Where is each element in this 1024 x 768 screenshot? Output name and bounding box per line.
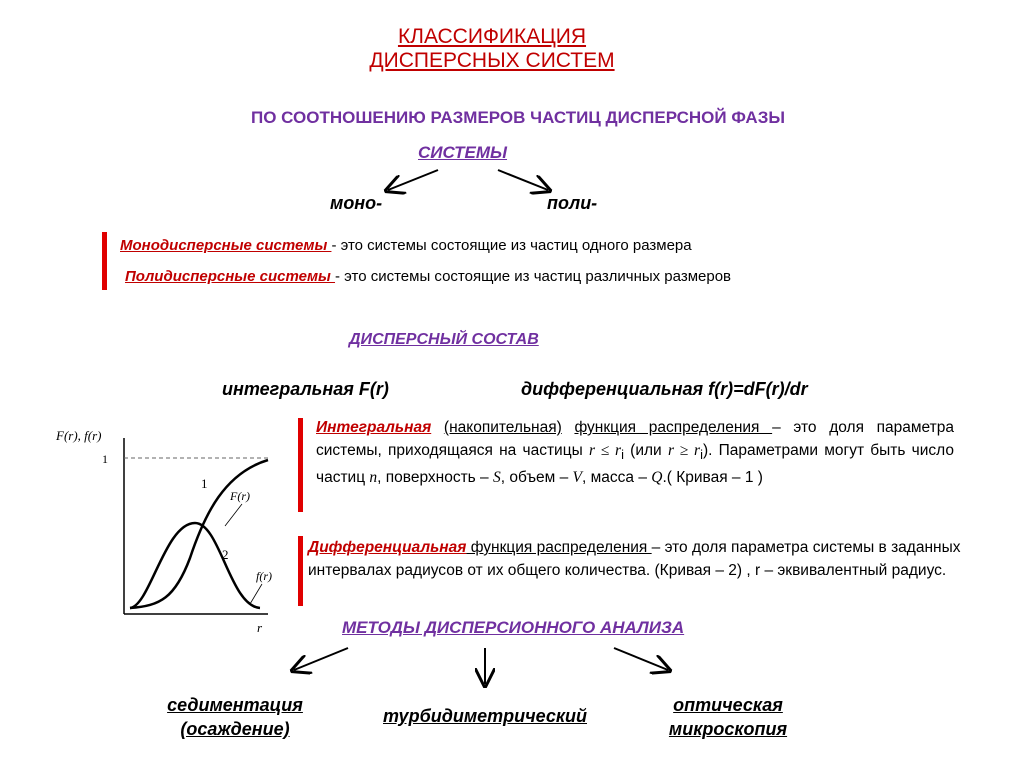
poly-definition (125, 268, 731, 285)
arrow-sedimentation (294, 648, 348, 670)
differential-definition (308, 536, 978, 582)
integral-term: Интегральная (316, 419, 432, 436)
mono-term: Монодисперсные системы (120, 237, 332, 254)
mono-definition (120, 237, 692, 254)
title-line-1: КЛАССИФИКАЦИЯ (397, 25, 587, 48)
poly-label: поли- (547, 193, 598, 213)
mono-label: моно- (330, 193, 383, 213)
method-microscopy: оптическая микроскопия (668, 695, 788, 739)
definitions-bar (102, 232, 107, 290)
integral-func: функция распределения (574, 419, 773, 436)
graph-y-label: F(r), f(r) (56, 428, 102, 443)
graph-x-label: r (257, 620, 263, 635)
differential-text: – это доля параметра системы в заданных интервалах радиусов от их общего количества. (Кривая – 2) , r – эквивалентный радиус. (308, 539, 961, 579)
poly-text: - это системы состоящие из частиц различных размеров (335, 268, 731, 285)
curve-2-number: 2 (222, 547, 229, 562)
methods-arrows (280, 640, 700, 695)
methods-heading: МЕТОДЫ ДИСПЕРСИОННОГО АНАЛИЗА (342, 618, 685, 637)
curve-1-pointer (225, 504, 242, 526)
method-sedimentation: седиментация (осаждение) (167, 695, 303, 739)
section-size-heading: ПО СООТНОШЕНИЮ РАЗМЕРОВ ЧАСТИЦ ДИСПЕРСНОЙ ФАЗЫ (251, 108, 785, 127)
distribution-graph (50, 418, 290, 640)
curve-2-label: f(r) (256, 569, 272, 583)
curve-1-number: 1 (201, 476, 208, 491)
systems-arrows (370, 160, 570, 200)
integral-definition: Интегральная (накопительная) функция распределения – это доля параметра системы, приходящаяся на частицы $r \le r_i$ (или $r \ge r_i$). Параметрами могут быть число частиц n, поверхность – S, объем – V, масса – Q.( Кривая – 1 ) (316, 419, 955, 487)
tick-one: 1 (102, 452, 108, 466)
curve-2-pointer (250, 584, 262, 604)
systems-label: СИСТЕМЫ (418, 143, 508, 162)
arrow-left (388, 170, 438, 190)
method-turbidimetric: турбидиметрический (383, 706, 587, 726)
differential-curve (130, 523, 260, 608)
integral-bar (298, 418, 303, 512)
arrow-right (498, 170, 548, 190)
differential-label: дифференциальная f(r)=dF(r)/dr (521, 379, 808, 399)
integral-paren: (накопительная) (443, 419, 562, 436)
composition-heading: ДИСПЕРСНЫЙ СОСТАВ (349, 331, 539, 348)
poly-term: Полидисперсные системы (125, 268, 336, 285)
integral-curve (130, 460, 268, 608)
curve-1-label: F(r) (230, 489, 250, 503)
integral-label: интегральная F(r) (222, 379, 389, 399)
mono-text: - это системы состоящие из частиц одного размера (331, 237, 692, 254)
differential-func: функция распределения (466, 539, 652, 556)
differential-term: Дифференциальная (308, 539, 467, 556)
arrow-microscopy (614, 648, 668, 670)
title-line-2: ДИСПЕРСНЫХ СИСТЕМ (369, 49, 615, 72)
differential-bar (298, 536, 303, 606)
page-title (0, 25, 984, 73)
